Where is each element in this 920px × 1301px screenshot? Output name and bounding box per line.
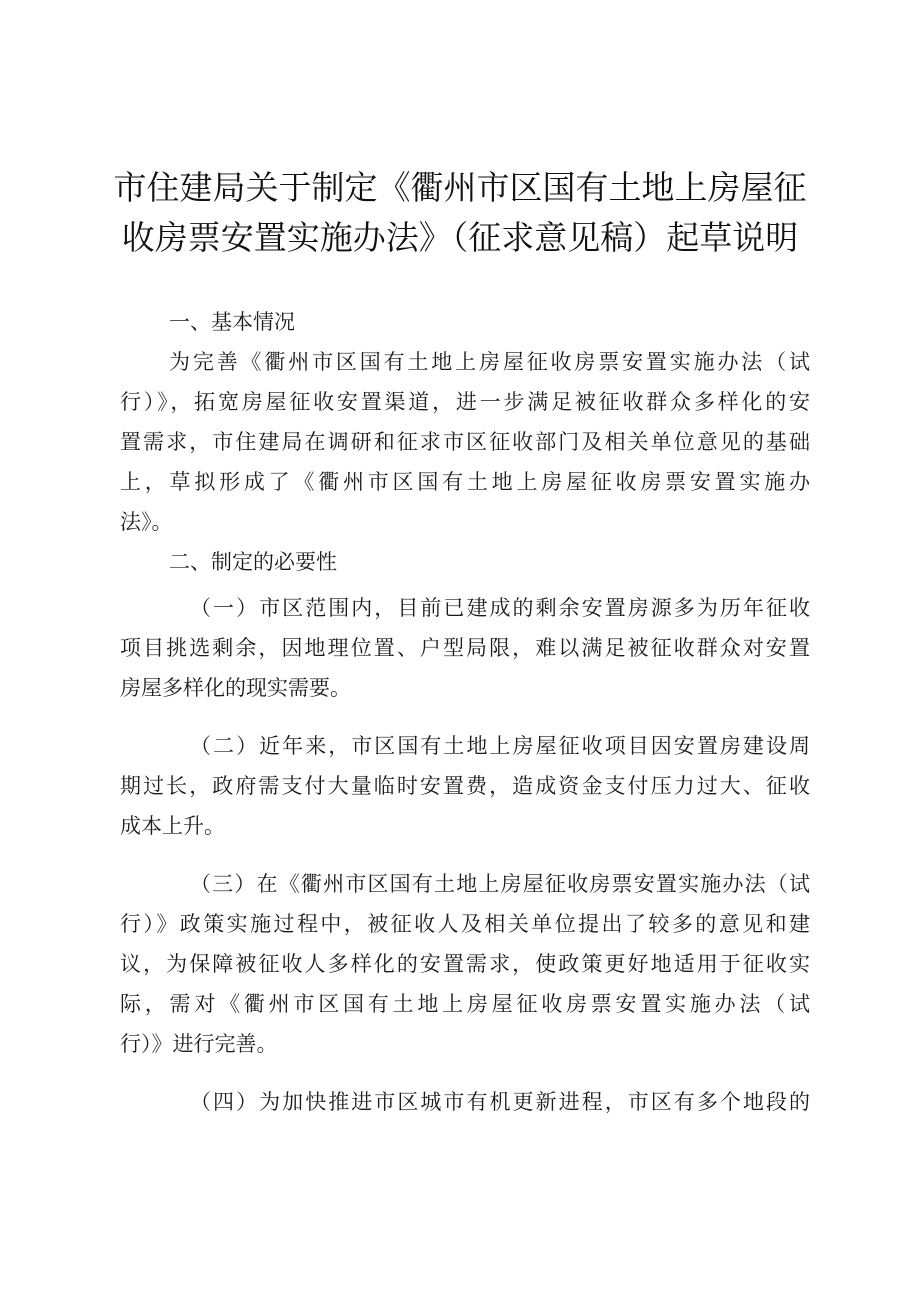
paragraph-item-1 — [120, 588, 810, 708]
document-body — [120, 302, 810, 1122]
text-line: 期过长，政府需支付大量临时安置费，造成资金支付压力过大、征收 — [120, 774, 810, 798]
text-line: （三）在《衢州市区国有土地上房屋征收房票安置实施办法（试 — [190, 872, 810, 896]
text-line: （二）近年来，市区国有土地上房屋征收项目因安置房建设周 — [190, 734, 810, 758]
title-line: 市住建局关于制定《衢州市区国有土地上房屋征 — [113, 168, 807, 207]
text-line: 议，为保障被征收人多样化的安置需求，使政策更好地适用于征收实 — [120, 952, 810, 976]
text-line: 际，需对《衢州市区国有土地上房屋征收房票安置实施办法（试 — [120, 992, 810, 1016]
text-line: 房屋多样化的现实需要。 — [120, 676, 351, 700]
paragraph-item-2 — [120, 726, 810, 846]
text-line: 成本上升。 — [120, 814, 225, 838]
document-title — [100, 163, 820, 263]
text-line: 法》。 — [120, 510, 173, 534]
text-line: 行）》进行完善。 — [120, 1032, 278, 1056]
paragraph-item-3 — [120, 864, 810, 1064]
section-heading-necessity: 二、制定的必要性 — [169, 550, 337, 574]
paragraph-item-4 — [120, 1082, 810, 1122]
text-line: （一）市区范围内，目前已建成的剩余安置房源多为历年征收 — [190, 596, 810, 620]
text-line: 项目挑选剩余，因地理位置、户型局限，难以满足被征收群众对安置 — [120, 636, 810, 660]
paragraph-basic-info — [120, 342, 810, 542]
text-line: 行）》政策实施过程中，被征收人及相关单位提出了较多的意见和建 — [120, 912, 810, 936]
text-line: （四）为加快推进市区城市有机更新进程，市区有多个地段的 — [190, 1090, 810, 1114]
text-line: 行）》，拓宽房屋征收安置渠道，进一步满足被征收群众多样化的安 — [120, 390, 810, 414]
text-line: 上，草拟形成了《衢州市区国有土地上房屋征收房票安置实施办 — [120, 470, 810, 494]
title-line: 收房票安置实施办法》（征求意见稿）起草说明 — [121, 218, 799, 257]
text-line: 为完善《衢州市区国有土地上房屋征收房票安置实施办法（试 — [169, 350, 810, 374]
text-line: 置需求，市住建局在调研和征求市区征收部门及相关单位意见的基础 — [120, 430, 810, 454]
section-heading-basic-info: 一、基本情况 — [169, 310, 295, 334]
